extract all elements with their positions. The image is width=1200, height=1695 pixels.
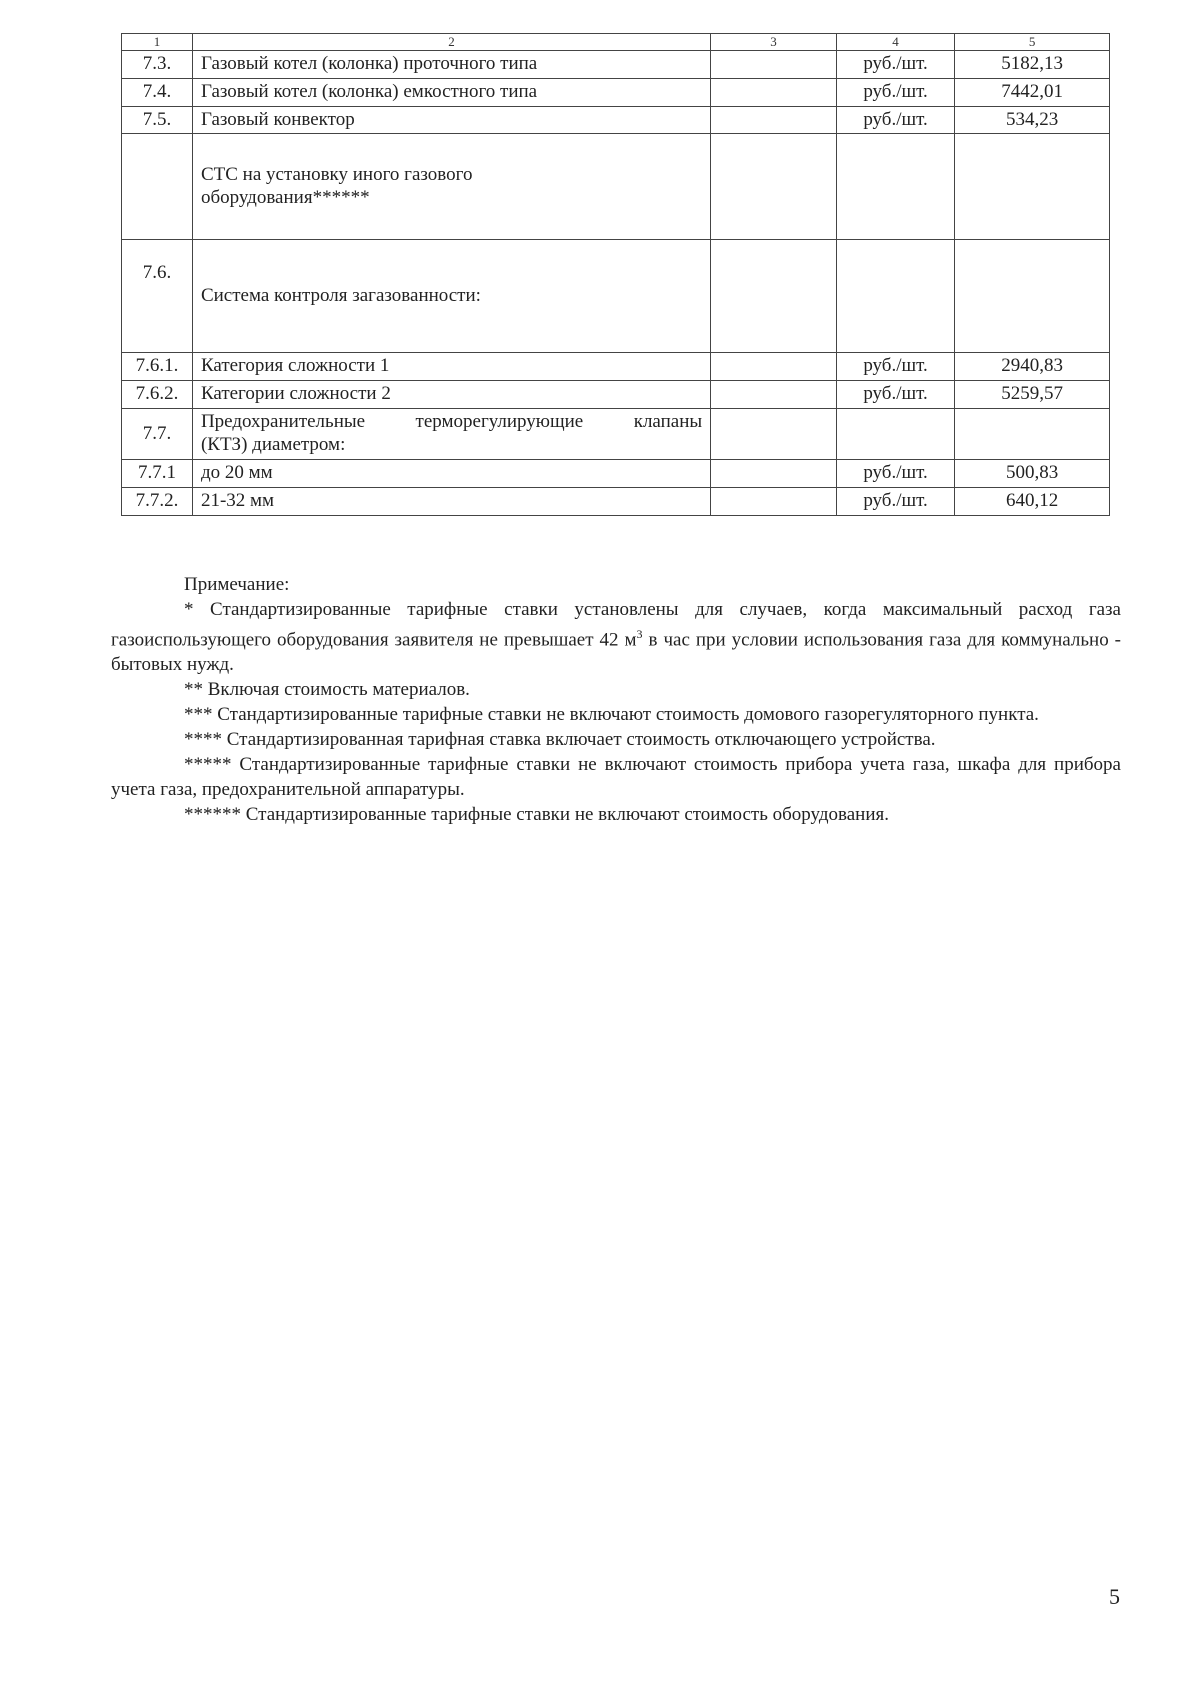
row-col3	[711, 459, 837, 487]
tariff-table	[121, 33, 1110, 516]
table-row	[122, 408, 1110, 459]
row-unit: руб./шт.	[836, 459, 954, 487]
row-number: 7.6.	[122, 240, 193, 353]
row-value: 7442,01	[955, 78, 1110, 106]
row-name: Газовый котел (колонка) проточного типа	[192, 51, 710, 79]
row-number: 7.7.	[122, 408, 193, 459]
note-1	[111, 597, 1121, 677]
table-row	[122, 78, 1110, 106]
row-col3	[711, 240, 837, 353]
note-1-text-end: в час при условии использования газа для коммунально - бытовых нужд.	[111, 629, 1121, 676]
row-col3	[711, 487, 837, 515]
header-cell-1: 1	[122, 34, 193, 51]
row-unit: руб./шт.	[836, 51, 954, 79]
note-5: ***** Стандартизированные тарифные ставки не включают стоимость прибора учета газа, шкафа для прибора учета газа, предохранительной аппаратуры.	[111, 754, 1121, 801]
row-number: 7.7.2.	[122, 487, 193, 515]
row-number: 7.3.	[122, 51, 193, 79]
header-cell-4: 4	[836, 34, 954, 51]
row-name: Система контроля загазованности:	[192, 240, 710, 353]
row-name: Газовый котел (колонка) емкостного типа	[192, 78, 710, 106]
row-name	[192, 134, 710, 240]
row-name: Газовый конвектор	[192, 106, 710, 134]
notes-title: Примечание:	[184, 574, 290, 595]
row-unit: руб./шт.	[836, 353, 954, 381]
row-number	[122, 134, 193, 240]
note-3: *** Стандартизированные тарифные ставки не включают стоимость домового газорегуляторного пункта.	[184, 704, 1039, 726]
row-unit	[836, 240, 954, 353]
row-number: 7.6.1.	[122, 353, 193, 381]
row-value: 2940,83	[955, 353, 1110, 381]
row-unit: руб./шт.	[836, 106, 954, 134]
header-cell-5: 5	[955, 34, 1110, 51]
note-6: ****** Стандартизированные тарифные ставки не включают стоимость оборудования.	[184, 804, 889, 826]
row-unit	[836, 134, 954, 240]
row-unit: руб./шт.	[836, 487, 954, 515]
row-col3	[711, 381, 837, 409]
note-2: ** Включая стоимость материалов.	[184, 679, 470, 701]
header-cell-2: 2	[192, 34, 710, 51]
row-name: Категории сложности 2	[192, 381, 710, 409]
row-value	[955, 240, 1110, 353]
table-row	[122, 353, 1110, 381]
table-row	[122, 51, 1110, 79]
row-name-line: (КТЗ) диаметром:	[200, 433, 346, 455]
header-cell-3: 3	[711, 34, 837, 51]
row-name-line: СТС на установку иного газового	[200, 164, 473, 186]
row-value: 5182,13	[955, 51, 1110, 79]
row-unit	[836, 408, 954, 459]
row-unit: руб./шт.	[836, 381, 954, 409]
row-number: 7.6.2.	[122, 381, 193, 409]
row-unit: руб./шт.	[836, 78, 954, 106]
row-col3	[711, 106, 837, 134]
row-col3	[711, 51, 837, 79]
table-header-row	[122, 34, 1110, 51]
row-value: 5259,57	[955, 381, 1110, 409]
row-value: 640,12	[955, 487, 1110, 515]
row-col3	[711, 408, 837, 459]
page-number: 5	[1109, 1584, 1120, 1609]
note-1-superscript: 3	[636, 627, 643, 641]
row-name: 21-32 мм	[192, 487, 710, 515]
note-4: **** Стандартизированная тарифная ставка включает стоимость отключающего устройства.	[184, 729, 936, 751]
row-value	[955, 134, 1110, 240]
row-name-line: оборудования******	[200, 186, 370, 208]
table-row	[122, 134, 1110, 240]
row-col3	[711, 134, 837, 240]
row-name: до 20 мм	[192, 459, 710, 487]
row-name-line: Предохранительные терморегулирующие клапаны	[200, 411, 703, 433]
note-1-text: * Стандартизированные тарифные ставки установлены для случаев, когда максимальный расход газа газоиспользующего оборудования заявителя не превышает 42 м	[111, 599, 1121, 651]
row-name	[192, 408, 710, 459]
table-row	[122, 381, 1110, 409]
row-number: 7.4.	[122, 78, 193, 106]
row-value	[955, 408, 1110, 459]
row-name: Категория сложности 1	[192, 353, 710, 381]
row-col3	[711, 78, 837, 106]
row-value: 500,83	[955, 459, 1110, 487]
table-row	[122, 459, 1110, 487]
table-row	[122, 487, 1110, 515]
row-number: 7.5.	[122, 106, 193, 134]
row-value: 534,23	[955, 106, 1110, 134]
notes-section	[111, 572, 1121, 827]
row-number: 7.7.1	[122, 459, 193, 487]
row-col3	[711, 353, 837, 381]
table-row	[122, 106, 1110, 134]
table-row	[122, 240, 1110, 353]
